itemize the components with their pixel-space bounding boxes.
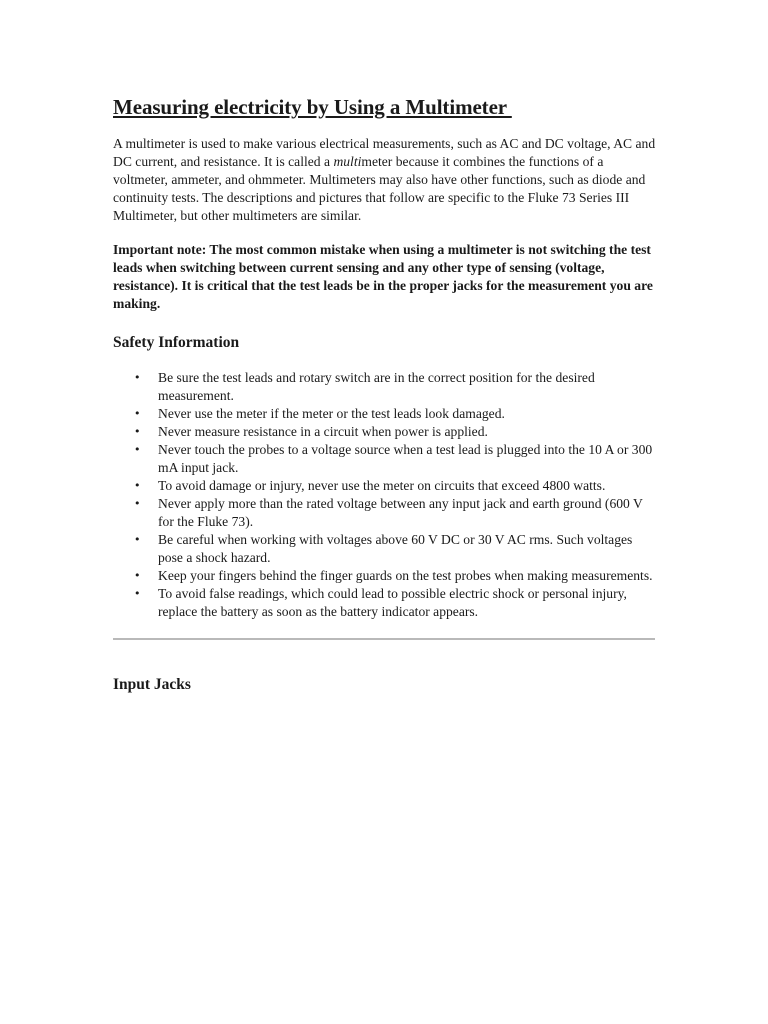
safety-item: • Never apply more than the rated voltage between any input jack and earth ground (600 V for the Fluke 73). — [113, 495, 658, 531]
intro-paragraph — [113, 135, 658, 225]
safety-list — [113, 369, 658, 621]
safety-heading: Safety Information — [113, 334, 240, 351]
important-note: Important note: The most common mistake when using a multimeter is not switching the test leads when switching between current sensing and any other type of sensing (voltage, resistance). It is critical that the test leads be in the proper jacks for the measurement you are making. — [113, 242, 653, 311]
intro-text-end: meter because it combines the functions of a voltmeter, ammeter, and ohmmeter. Multimeters may also have other functions, such as diode and continuity tests. The descriptions and pictures that follow are specific to the Fluke 73 Series III Multimeter, but other multimeters are similar. — [113, 154, 646, 223]
safety-item: • Be sure the test leads and rotary switch are in the correct position for the desired measurement. — [113, 369, 658, 405]
safety-item: • Never touch the probes to a voltage source when a test lead is plugged into the 10 A or 300 mA input jack. — [113, 441, 658, 477]
safety-item: • Be careful when working with voltages above 60 V DC or 30 V AC rms. Such voltages pose a shock hazard. — [113, 531, 658, 567]
safety-item: • Never measure resistance in a circuit when power is applied. — [113, 423, 658, 441]
page-title: Measuring electricity by Using a Multimeter — [113, 95, 512, 119]
safety-item: • Never use the meter if the meter or the test leads look damaged. — [113, 405, 658, 423]
safety-item: • Keep your fingers behind the finger guards on the test probes when making measurements. — [113, 567, 658, 585]
intro-text-start: A multimeter is used to make various electrical measurements, such as AC and DC voltage, AC and DC current, and resistance. It is called a — [113, 136, 656, 169]
intro-italic-text: multi — [333, 154, 362, 169]
safety-item: • To avoid false readings, which could lead to possible electric shock or personal injury, replace the battery as soon as the battery indicator appears. — [113, 585, 658, 621]
document-page — [113, 92, 658, 695]
input-jacks-heading: Input Jacks — [113, 676, 191, 693]
safety-item: • To avoid damage or injury, never use the meter on circuits that exceed 4800 watts. — [113, 477, 658, 495]
horizontal-divider — [113, 638, 655, 640]
